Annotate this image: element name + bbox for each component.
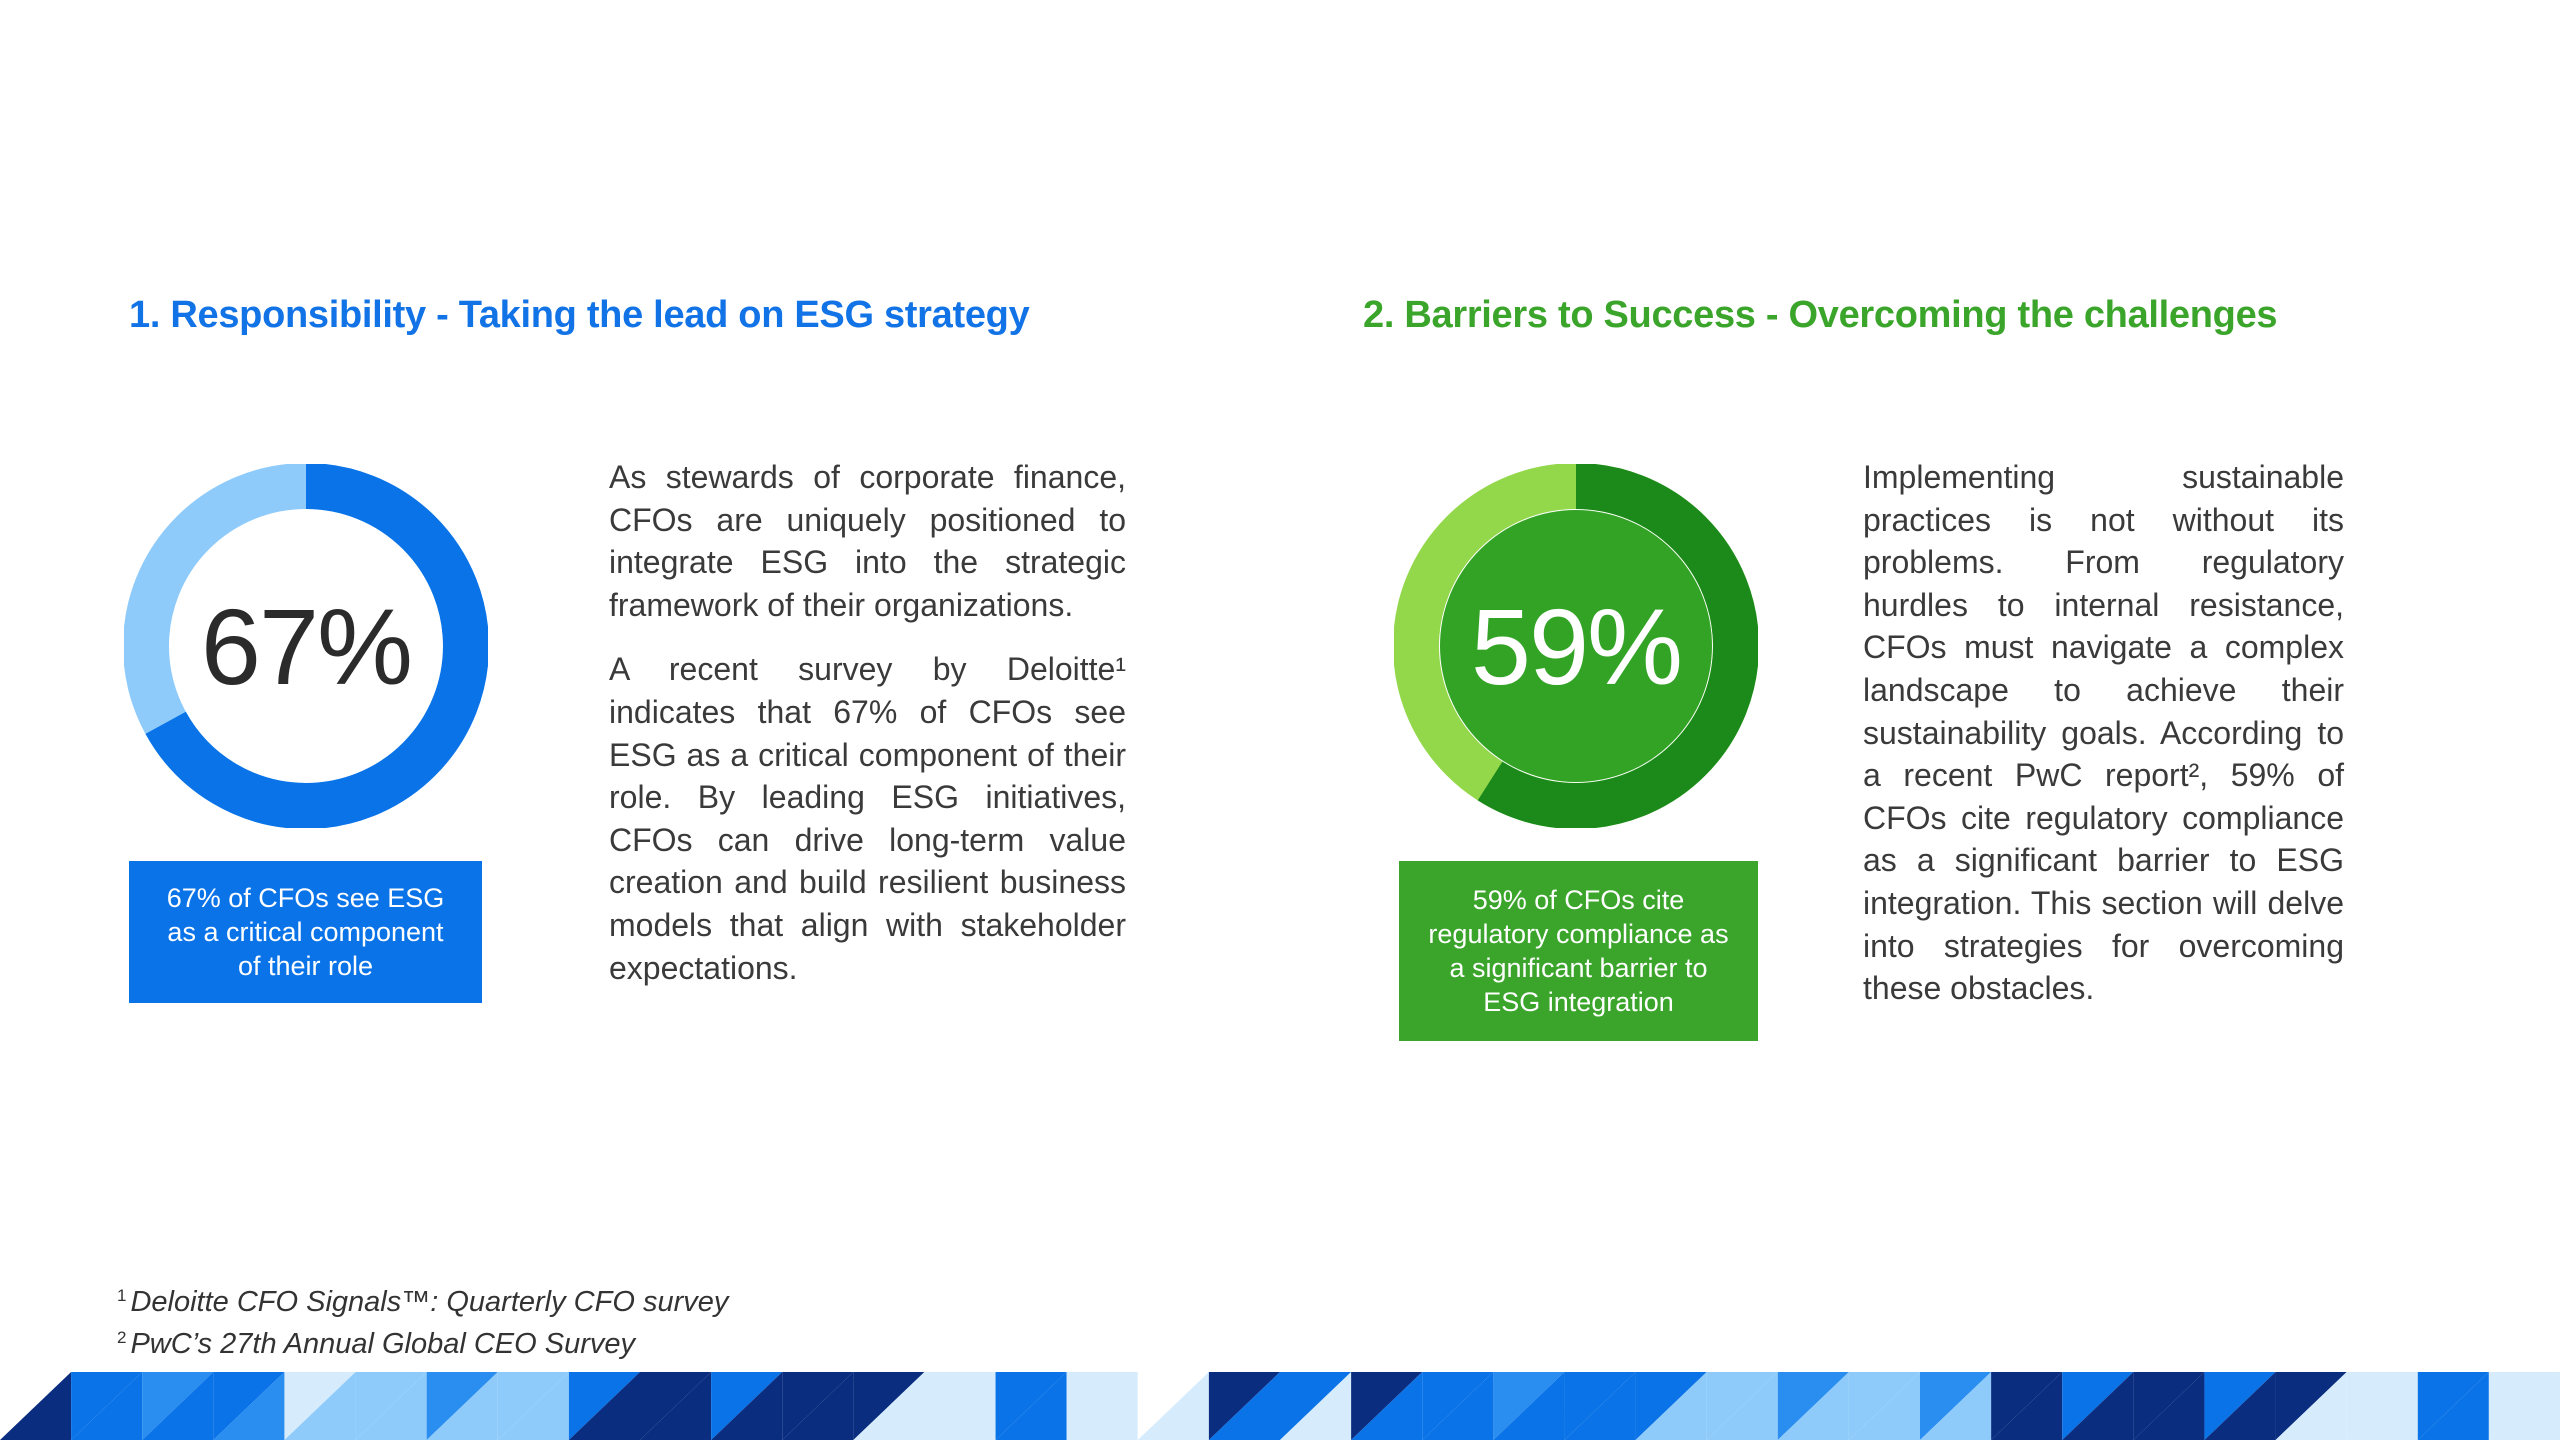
footnote-mark: 2 [117, 1328, 127, 1347]
stat-callout-67: 67% of CFOs see ESG as a critical component of their role [129, 861, 482, 1003]
body-paragraph: Implementing sustainable practices is not without its problems. From regulatory hurdles to internal resistance, CFOs must navigate a complex landscape to achieve their sustainability goals. According to a recent PwC report², 59% of CFOs cite regulatory compliance as a significant barrier to ESG integration. This section will delve into strategies for overcoming these obstacles. [1863, 459, 2344, 1007]
section-title-barriers: 2. Barriers to Success - Overcoming the challenges [1363, 294, 2278, 336]
donut-chart-59 [1394, 464, 1758, 828]
barriers-body [1863, 456, 2344, 1032]
footnote-2 [117, 1320, 728, 1362]
stripe-pattern [0, 1372, 2560, 1440]
body-paragraph: A recent survey by Deloitte¹ indicates that 67% of CFOs see ESG as a critical component of their role. By leading ESG initiatives, CFOs can drive long-term value creation and build resilient business models that align with stakeholder expectations. [609, 651, 1126, 986]
footnote-1 [117, 1278, 728, 1320]
decorative-stripe [0, 1372, 2560, 1440]
section-title-responsibility: 1. Responsibility - Taking the lead on ESG strategy [129, 294, 1030, 336]
responsibility-body [609, 456, 1126, 1011]
footnote-text: PwC’s 27th Annual Global CEO Survey [130, 1328, 635, 1360]
footnote-text: Deloitte CFO Signals™: Quarterly CFO survey [130, 1286, 729, 1318]
stat-callout-59: 59% of CFOs cite regulatory compliance as a significant barrier to ESG integration [1399, 861, 1758, 1041]
donut-percentage-label: 59% [1470, 585, 1682, 707]
donut-chart-67 [124, 464, 488, 828]
footnote-mark: 1 [117, 1286, 127, 1305]
donut-percentage-label: 67% [200, 585, 412, 707]
footnotes [117, 1278, 728, 1362]
body-paragraph: As stewards of corporate finance, CFOs are uniquely positioned to integrate ESG into the strategic framework of their organizations. [609, 459, 1126, 623]
